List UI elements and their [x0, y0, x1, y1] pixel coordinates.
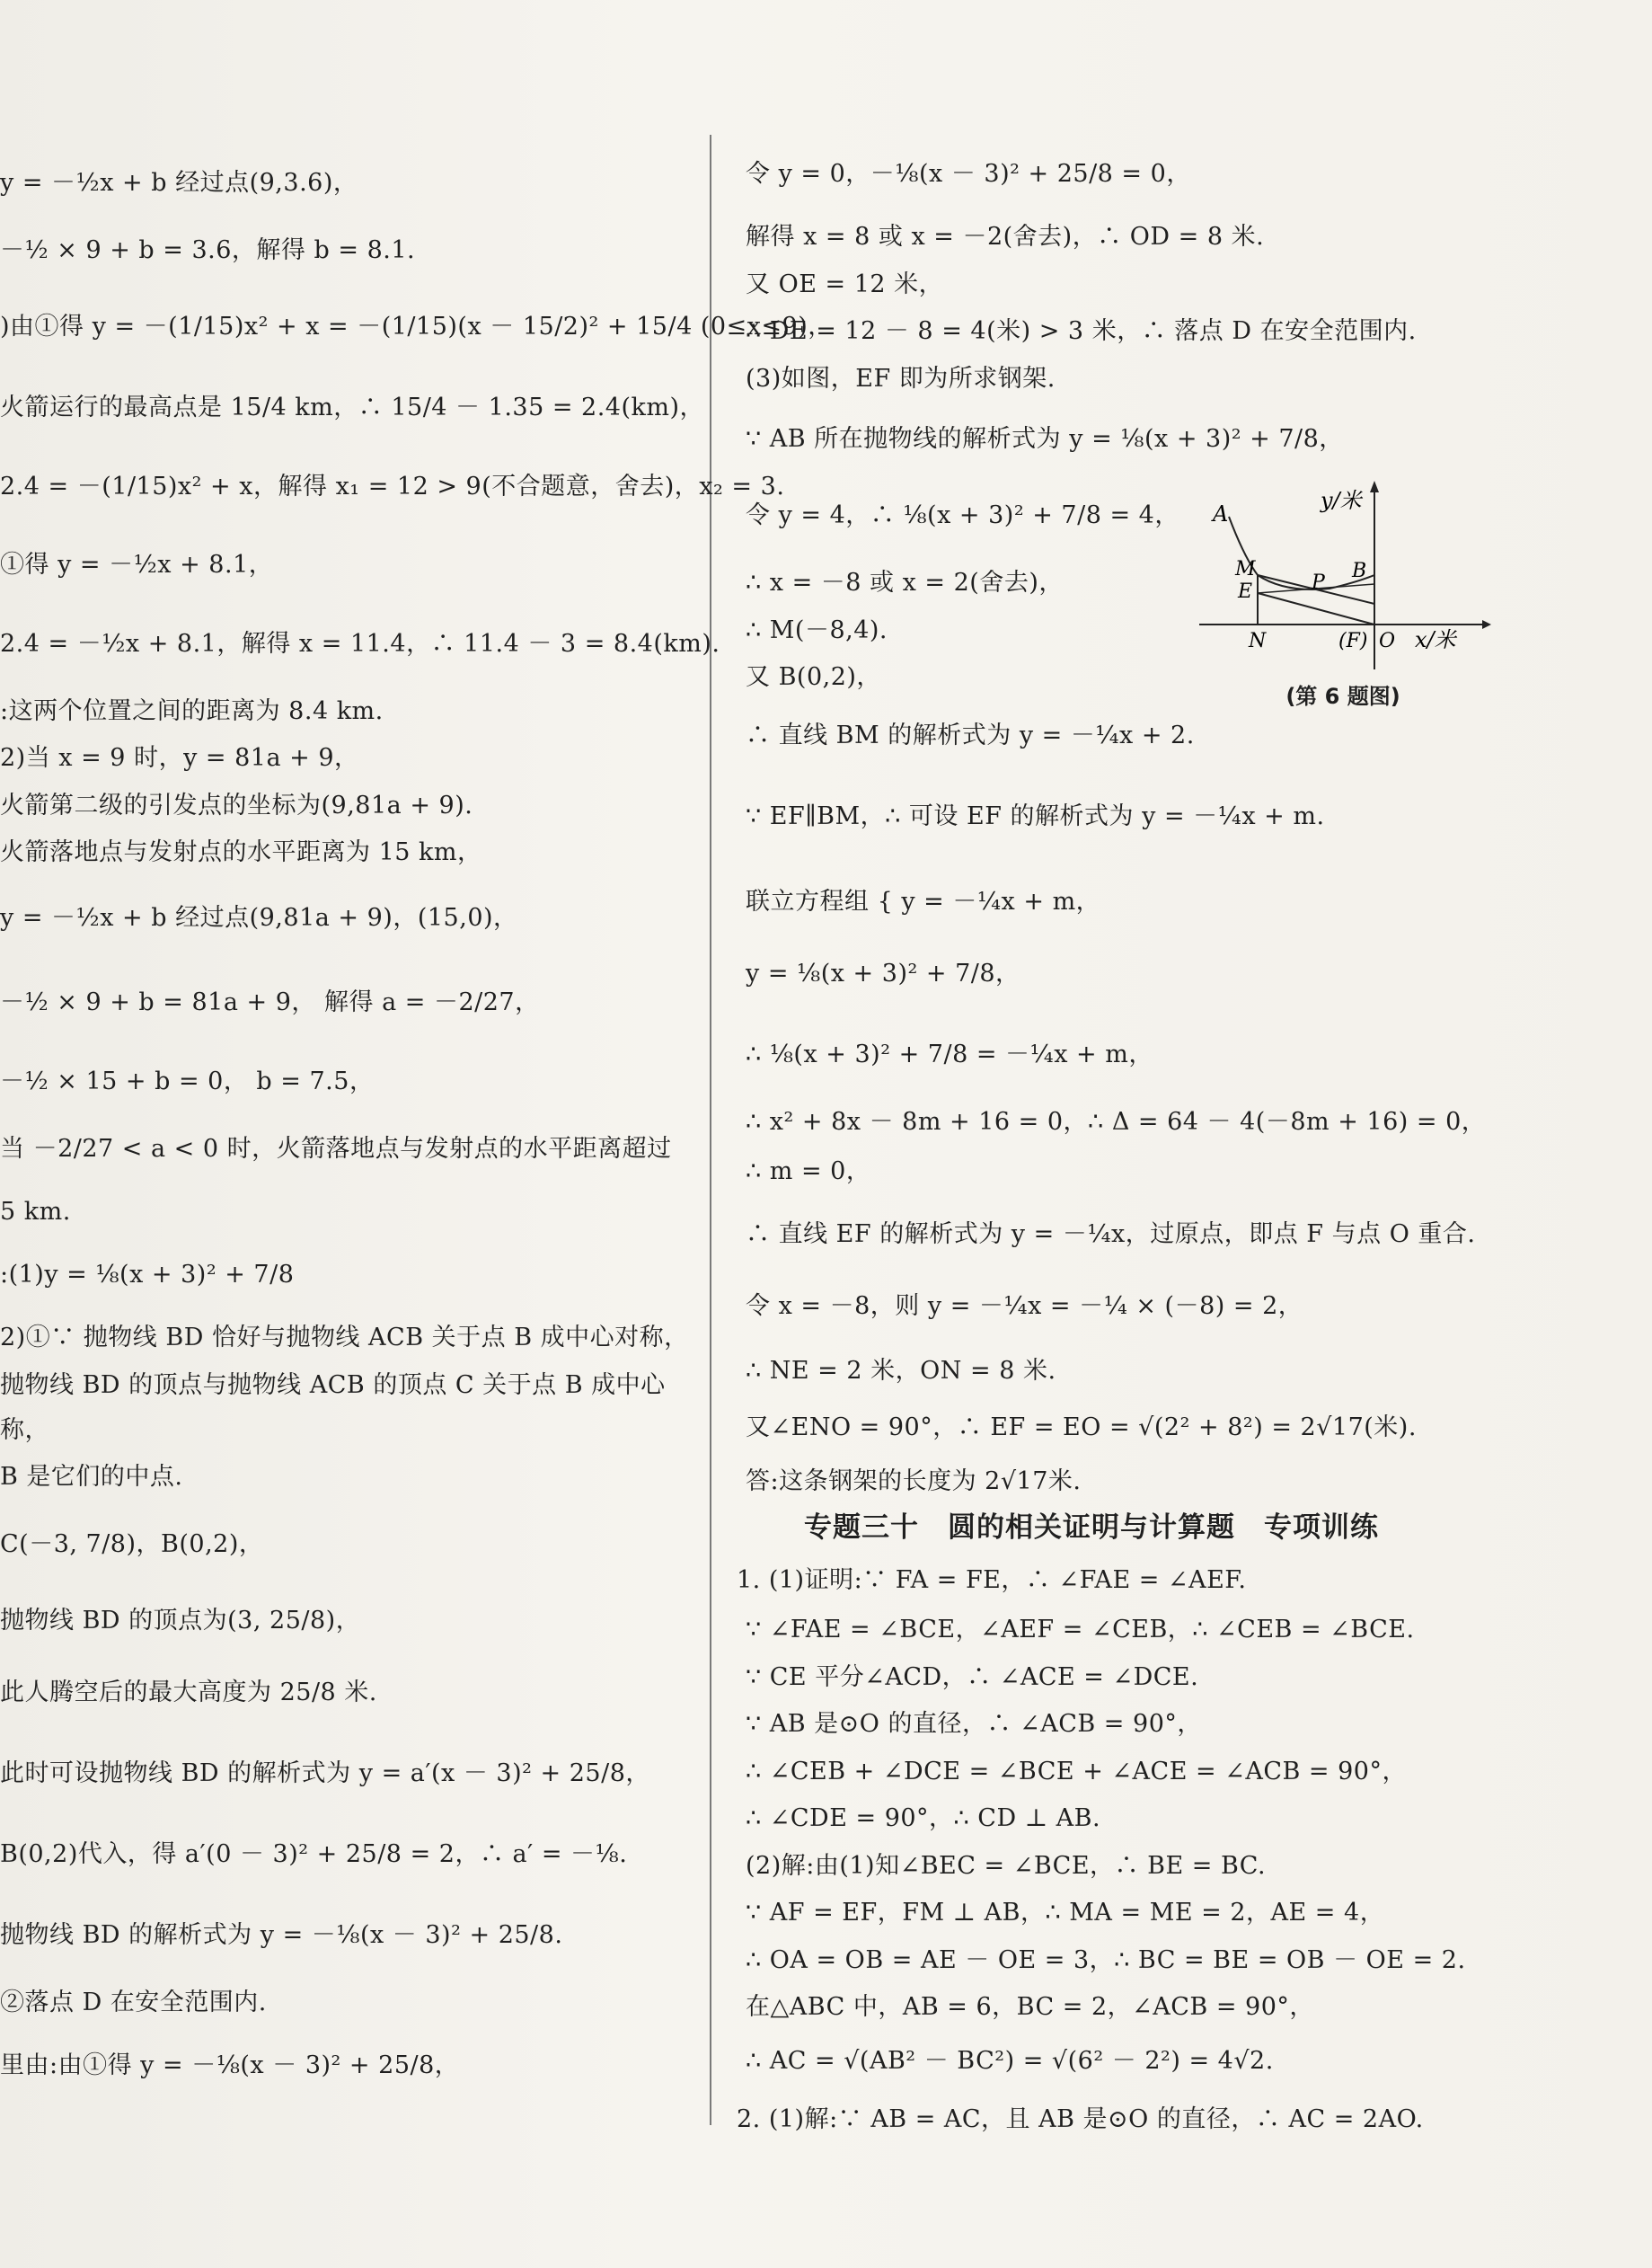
- section-line: ∴ ∠CDE = 90°，∴ CD ⊥ AB.: [746, 1804, 1101, 1832]
- right-line: ∵ EF∥BM，∴ 可设 EF 的解析式为 y = －¼x + m.: [746, 802, 1325, 830]
- section-line: 在△ABC 中，AB = 6，BC = 2，∠ACB = 90°，: [746, 1993, 1314, 2021]
- left-line: y = －½x + b 经过点(9,81a + 9)，(15,0)，: [0, 904, 518, 932]
- left-line: 称，: [0, 1416, 49, 1444]
- label-a: A: [1213, 501, 1229, 527]
- left-line: :这两个位置之间的距离为 8.4 km.: [0, 697, 384, 725]
- left-line: 抛物线 BD 的顶点为(3, 25/8)，: [0, 1607, 361, 1635]
- left-line: )由①得 y = －(1/15)x² + x = －(1/15)(x － 15/2)² + 15/4 (0≤x≤9)，: [0, 313, 833, 341]
- right-line: ∴ x = －8 或 x = 2(舍去)，: [746, 569, 1064, 597]
- right-line: 联立方程组 { y = －¼x + m，: [746, 888, 1101, 916]
- right-line: 又 OE = 12 米，: [746, 270, 944, 298]
- left-line: 火箭运行的最高点是 15/4 km，∴ 15/4 － 1.35 = 2.4(km)，: [0, 394, 705, 421]
- right-line: 令 y = 0，－⅛(x － 3)² + 25/8 = 0，: [746, 160, 1191, 188]
- left-line: 里由:由①得 y = －⅛(x － 3)² + 25/8，: [0, 2051, 460, 2079]
- section-line: 1. (1)证明:∵ FA = FE，∴ ∠FAE = ∠AEF.: [737, 1566, 1247, 1594]
- figure-diagram: [1195, 476, 1491, 674]
- left-line: 此人腾空后的最大高度为 25/8 米.: [0, 1679, 377, 1706]
- right-line: ∴ ⅛(x + 3)² + 7/8 = －¼x + m，: [746, 1041, 1153, 1068]
- section-line: ∴ OA = OB = AE － OE = 3，∴ BC = BE = OB － OE = 2.: [746, 1946, 1466, 1974]
- left-line: ①得 y = －½x + 8.1，: [0, 551, 274, 579]
- label-b: B: [1352, 560, 1367, 582]
- label-o: O: [1379, 630, 1396, 652]
- left-line: 2.4 = －½x + 8.1，解得 x = 11.4，∴ 11.4 － 3 = 8.4(km).: [0, 630, 720, 658]
- x-axis-label: x/米: [1415, 627, 1456, 652]
- right-line: ∴ 直线 BM 的解析式为 y = －¼x + 2.: [746, 722, 1195, 749]
- right-line: (3)如图，EF 即为所求钢架.: [746, 365, 1056, 393]
- section-line: ∵ CE 平分∠ACD，∴ ∠ACE = ∠DCE.: [746, 1663, 1199, 1691]
- right-line: 令 x = －8，则 y = －¼x = －¼ × (－8) = 2，: [746, 1292, 1303, 1320]
- left-line: :(1)y = ⅛(x + 3)² + 7/8: [0, 1261, 295, 1289]
- right-line: 解得 x = 8 或 x = －2(舍去)，∴ OD = 8 米.: [746, 223, 1265, 251]
- left-line: B 是它们的中点.: [0, 1463, 183, 1491]
- x-axis-arrow: [1482, 620, 1491, 629]
- right-line: ∴ NE = 2 米，ON = 8 米.: [746, 1357, 1056, 1385]
- right-line: 答:这条钢架的长度为 2√17米.: [746, 1467, 1082, 1495]
- label-f: (F): [1338, 630, 1368, 652]
- left-line: 火箭第二级的引发点的坐标为(9,81a + 9).: [0, 792, 473, 819]
- label-m: M: [1235, 558, 1256, 580]
- right-line: ∵ AB 所在抛物线的解析式为 y = ⅛(x + 3)² + 7/8，: [746, 425, 1344, 453]
- line-ef: [1258, 593, 1374, 625]
- right-line: ∴ M(－8,4).: [746, 616, 888, 644]
- label-n: N: [1249, 630, 1267, 652]
- left-line: 抛物线 BD 的解析式为 y = －⅛(x － 3)² + 25/8.: [0, 1921, 563, 1949]
- right-line: 令 y = 4，∴ ⅛(x + 3)² + 7/8 = 4，: [746, 501, 1179, 529]
- right-line: y = ⅛(x + 3)² + 7/8，: [746, 960, 1020, 988]
- left-line: y = －½x + b 经过点(9,3.6)，: [0, 169, 358, 197]
- right-line: ∴ 直线 EF 的解析式为 y = －¼x，过原点，即点 F 与点 O 重合.: [746, 1220, 1476, 1248]
- section-line: ∴ ∠CEB + ∠DCE = ∠BCE + ∠ACE = ∠ACB = 90°，: [746, 1758, 1407, 1785]
- section-line: (2)解:由(1)知∠BEC = ∠BCE，∴ BE = BC.: [746, 1852, 1267, 1880]
- right-line: 又 B(0,2)，: [746, 663, 881, 691]
- section-line: ∵ ∠FAE = ∠BCE，∠AEF = ∠CEB，∴ ∠CEB = ∠BCE.: [746, 1616, 1415, 1643]
- section-line: ∴ AC = √(AB² － BC²) = √(6² － 2²) = 4√2.: [746, 2047, 1274, 2075]
- left-line: 抛物线 BD 的顶点与抛物线 ACB 的顶点 C 关于点 B 成中心: [0, 1371, 666, 1399]
- section-line: ∵ AB 是⊙O 的直径，∴ ∠ACB = 90°，: [746, 1710, 1202, 1738]
- right-line: ∴ m = 0，: [746, 1157, 871, 1185]
- left-line: ②落点 D 在安全范围内.: [0, 1989, 267, 2016]
- left-line: 此时可设抛物线 BD 的解析式为 y = a′(x － 3)² + 25/8，: [0, 1759, 650, 1787]
- left-line: 2.4 = －(1/15)x² + x，解得 x₁ = 12 > 9(不合题意，舍去)，x₂ = 3.: [0, 473, 785, 501]
- right-line: ∴ x² + 8x － 8m + 16 = 0，∴ Δ = 64 － 4(－8m + 16) = 0，: [746, 1108, 1487, 1136]
- label-p: P: [1312, 571, 1325, 594]
- left-line: －½ × 9 + b = 3.6，解得 b = 8.1.: [0, 236, 416, 264]
- coordinate-figure: [1195, 476, 1491, 719]
- left-line: 2)当 x = 9 时，y = 81a + 9，: [0, 744, 359, 772]
- left-line: －½ × 9 + b = 81a + 9， 解得 a = －2/27，: [0, 988, 540, 1016]
- section-heading: 专题三十 圆的相关证明与计算题 专项训练: [804, 1511, 1379, 1544]
- left-line: 2)①∵ 抛物线 BD 恰好与抛物线 ACB 关于点 B 成中心对称，: [0, 1324, 689, 1351]
- label-e: E: [1238, 580, 1253, 603]
- right-line: ∴ DE = 12 － 8 = 4(米) > 3 米，∴ 落点 D 在安全范围内.: [746, 317, 1417, 345]
- y-axis-label: y/米: [1321, 488, 1362, 513]
- left-line: 当 －2/27 < a < 0 时，火箭落地点与发射点的水平距离超过: [0, 1135, 672, 1163]
- left-line: 5 km.: [0, 1198, 71, 1226]
- right-line: 又∠ENO = 90°，∴ EF = EO = √(2² + 8²) = 2√17(米).: [746, 1413, 1417, 1441]
- left-line: C(－3, 7/8)，B(0,2)，: [0, 1530, 264, 1558]
- figure-caption: (第 6 题图): [1285, 684, 1400, 709]
- y-axis-arrow: [1370, 481, 1379, 492]
- section-line: ∵ AF = EF，FM ⊥ AB，∴ MA = ME = 2，AE = 4，: [746, 1899, 1385, 1927]
- left-line: B(0,2)代入，得 a′(0 － 3)² + 25/8 = 2，∴ a′ = －⅛.: [0, 1840, 628, 1868]
- column-divider: [710, 135, 711, 2125]
- left-line: －½ × 15 + b = 0， b = 7.5，: [0, 1068, 375, 1095]
- section-line: 2. (1)解:∵ AB = AC，且 AB 是⊙O 的直径，∴ AC = 2AO.: [737, 2105, 1424, 2133]
- left-line: 火箭落地点与发射点的水平距离为 15 km，: [0, 838, 482, 866]
